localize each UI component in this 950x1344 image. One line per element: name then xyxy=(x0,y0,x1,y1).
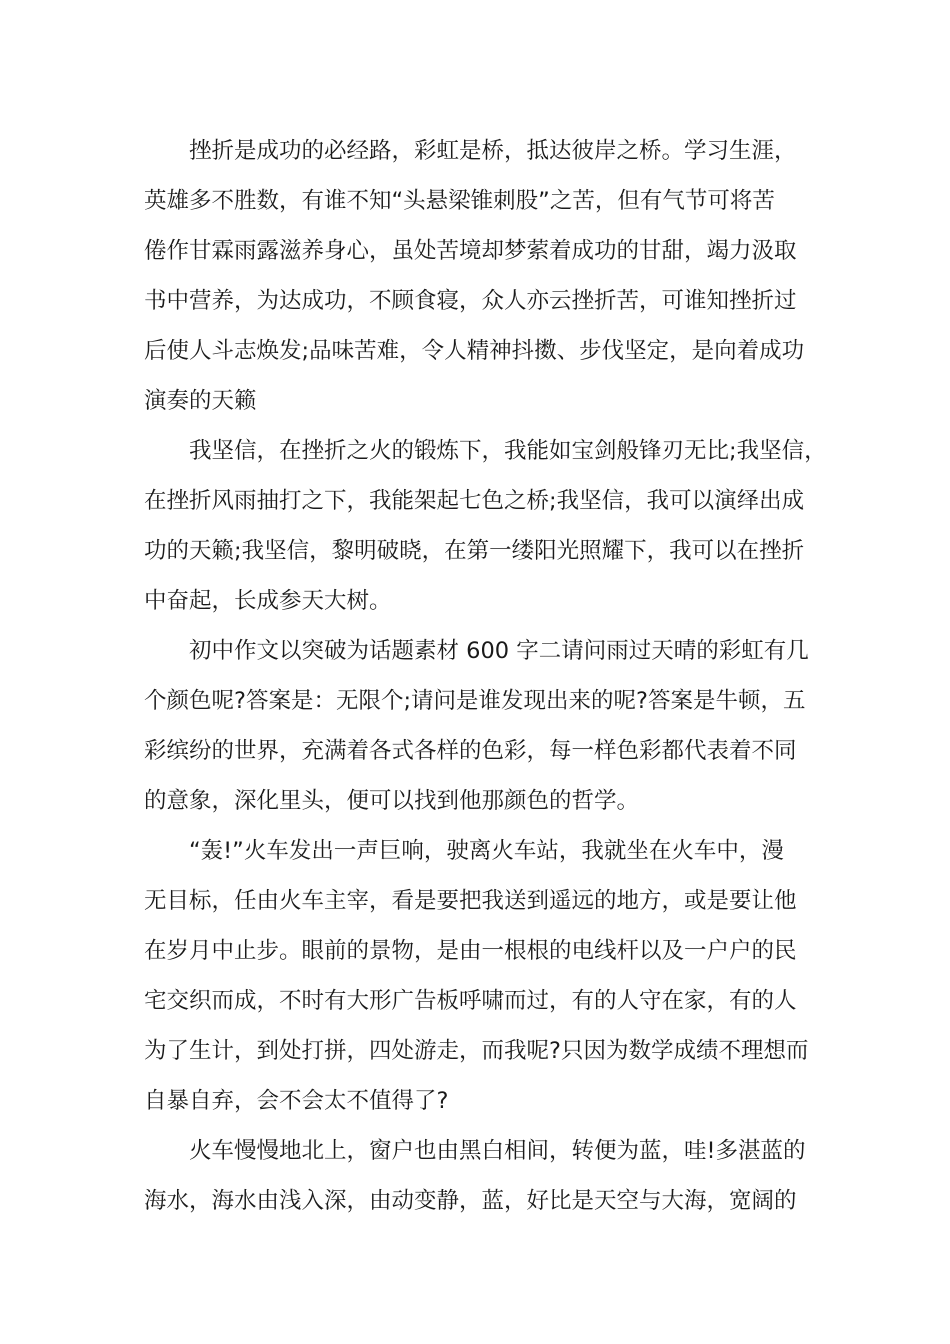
paragraph-1-line-3: 倦作甘霖雨露滋养身心，虽处苦境却梦萦着成功的甘甜，竭力汲取 xyxy=(144,238,797,264)
paragraph-2-line-2: 在挫折风雨抽打之下，我能架起七色之桥;我坚信，我可以演绎出成 xyxy=(144,488,805,514)
paragraph-3-line-4: 的意象，深化里头，便可以找到他那颜色的哲学。 xyxy=(144,788,640,814)
paragraph-1-line-2: 英雄多不胜数，有谁不知“头悬梁锥刺股”之苦，但有气节可将苦 xyxy=(144,188,775,214)
paragraph-1-line-6: 演奏的天籁 xyxy=(144,388,257,414)
paragraph-4-line-1: “轰!”火车发出一声巨响，驶离火车站，我就坐在火车中，漫 xyxy=(189,838,784,864)
paragraph-3-line-3: 彩缤纷的世界，充满着各式各样的色彩，每一样色彩都代表着不同 xyxy=(144,738,797,764)
paragraph-1-line-1: 挫折是成功的必经路，彩虹是桥，抵达彼岸之桥。学习生涯， xyxy=(189,138,797,164)
paragraph-4-line-4: 宅交织而成，不时有大形广告板呼啸而过，有的人守在家，有的人 xyxy=(144,988,797,1014)
paragraph-2-line-3: 功的天籁;我坚信，黎明破晓，在第一缕阳光照耀下，我可以在挫折 xyxy=(144,538,805,564)
body-text xyxy=(144,126,827,1226)
paragraph-3-line-1: 初中作文以突破为话题素材 600 字二请问雨过天晴的彩虹有几 xyxy=(189,638,809,664)
paragraph-4-line-6: 自暴自弃，会不会太不值得了? xyxy=(144,1088,449,1114)
paragraph-5-line-2: 海水，海水由浅入深，由动变静，蓝，好比是天空与大海，宽阔的 xyxy=(144,1188,797,1214)
paragraph-2-line-4: 中奋起，长成参天大树。 xyxy=(144,588,392,614)
paragraph-1-line-4: 书中营养，为达成功，不顾食寝，众人亦云挫折苦，可谁知挫折过 xyxy=(144,288,797,314)
paragraph-5-line-1: 火车慢慢地北上，窗户也由黑白相间，转便为蓝，哇!多湛蓝的 xyxy=(189,1138,806,1164)
paragraph-4-line-3: 在岁月中止步。眼前的景物，是由一根根的电线杆以及一户户的民 xyxy=(144,938,797,964)
paragraph-3-line-2: 个颜色呢?答案是：无限个;请问是谁发现出来的呢?答案是牛顿，五 xyxy=(144,688,806,714)
paragraph-2-line-1: 我坚信，在挫折之火的锻炼下，我能如宝剑般锋刃无比;我坚信， xyxy=(189,438,827,464)
paragraph-4-line-5: 为了生计，到处打拼，四处游走，而我呢?只因为数学成绩不理想而 xyxy=(144,1038,809,1064)
paragraph-1-line-5: 后使人斗志焕发;品味苦难，令人精神抖擞、步伐坚定，是向着成功 xyxy=(144,338,805,364)
paragraph-4-line-2: 无目标，任由火车主宰，看是要把我送到遥远的地方，或是要让他 xyxy=(144,888,797,914)
